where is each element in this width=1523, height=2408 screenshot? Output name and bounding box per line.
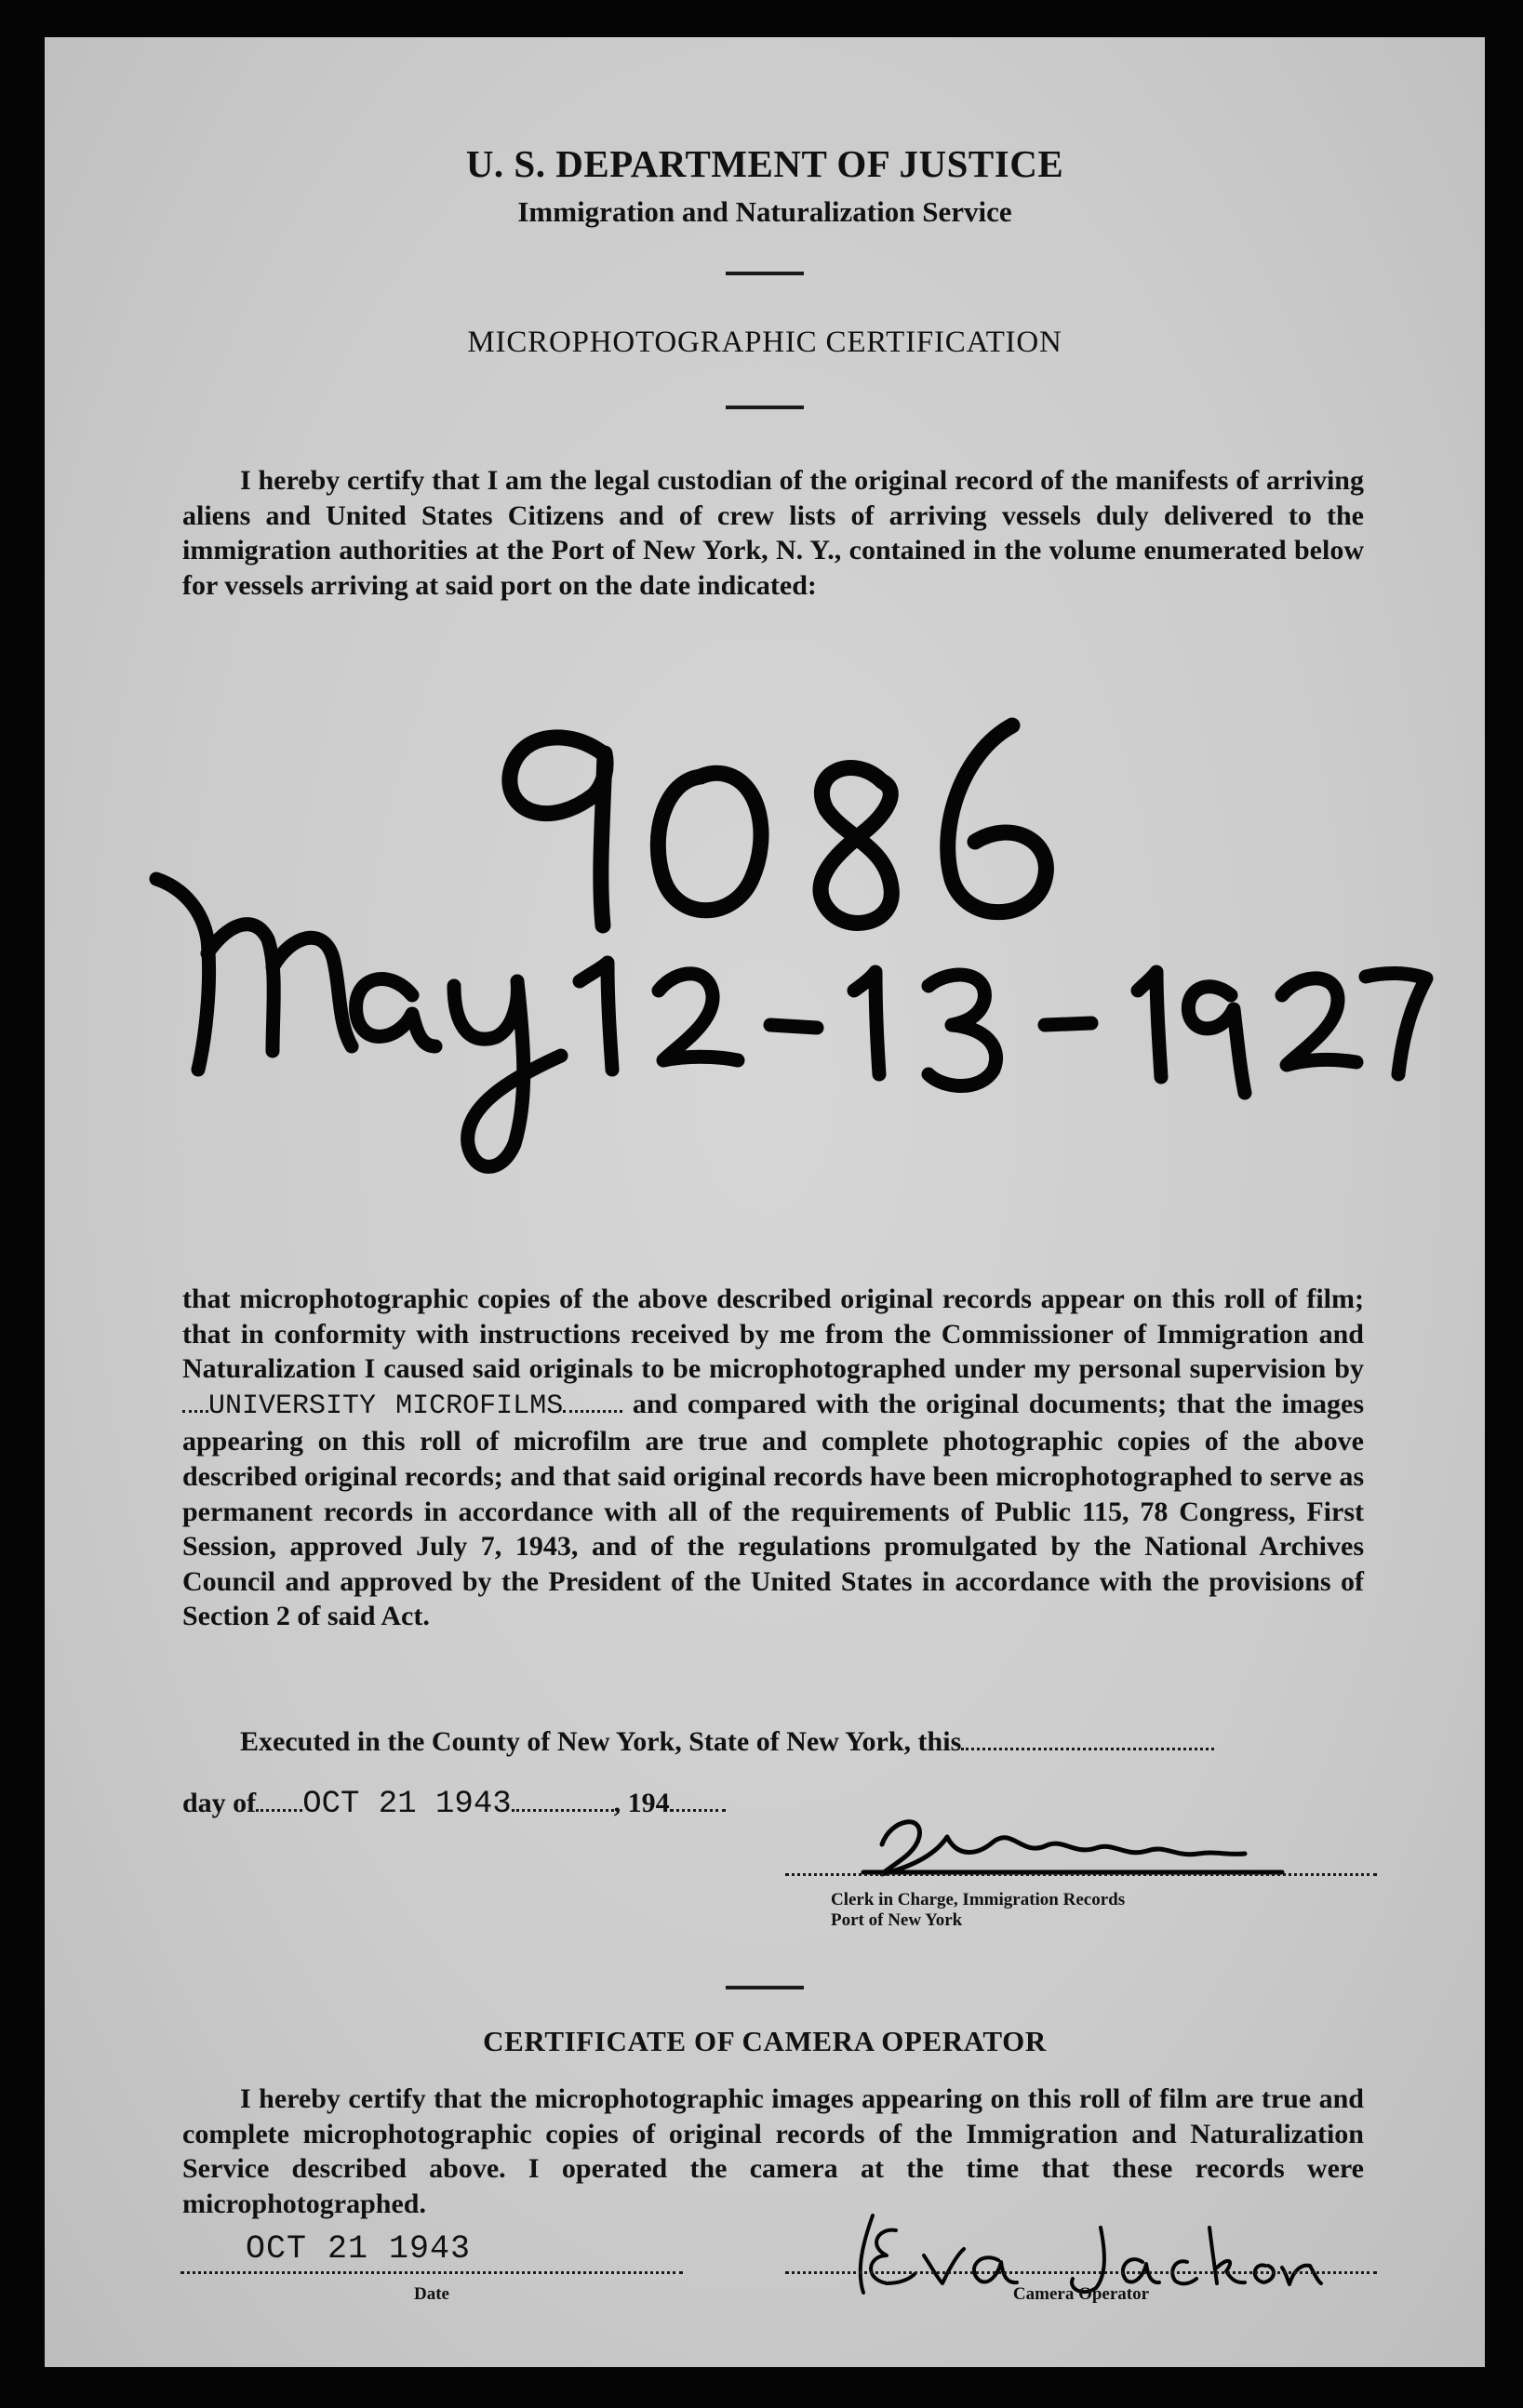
body-text-part1: that microphotographic copies of the above described original records appear on this roll of film; that in conformity with instructions received by me from the Commissioner of Immigration and Naturalization I caused said originals to be microphotographed under my personal supervision by <box>182 1284 1364 1385</box>
clerk-title: Clerk in Charge, Immigration Records Port of New York <box>831 1890 1126 1930</box>
date-line <box>180 2271 683 2274</box>
body-text-part2: and compared with the original documents; that the images appearing on this roll of microfilm are true and complete photographic copies of the above described original records; and that said original records have been microphotographed to serve as permanent records in accordance with all of the requirements of Public 115, 78 Congress, First Session, approved July 7, 1943, and of the regulations promulgated by the National Archives Council and approved by the President of the United States in accordance with the provisions of Section 2 of said Act. <box>182 1388 1365 1632</box>
date-label: Date <box>414 2284 449 2304</box>
divider-rule <box>726 272 804 275</box>
intro-paragraph <box>182 463 1364 686</box>
operator-label: Camera Operator <box>1012 2284 1150 2304</box>
executed-text: Executed in the County of New York, State of New York, this <box>240 1726 962 1757</box>
clerk-date-stamp: OCT 21 1943 <box>302 1787 512 1822</box>
camera-operator-heading: CERTIFICATE OF CAMERA OPERATOR <box>483 2025 1047 2057</box>
handwritten-volume-dates <box>45 688 1485 1209</box>
day-of-label: day of <box>182 1788 257 1818</box>
intro-text: I hereby certify that I am the legal custodian of the original record of the manifests of arriving aliens and United States Citizens and of crew lists of arriving vessels duly delivered to the immigration authorities at the Port of New York, N. Y., contained in the volume enumerated below for vessels arriving at said port on the date indicated: <box>182 465 1364 601</box>
divider-rule <box>726 1986 804 1989</box>
divider-rule <box>726 406 804 409</box>
year-prefix: , 194 <box>613 1788 670 1818</box>
certification-heading: MICROPHOTOGRAPHIC CERTIFICATION <box>467 326 1062 359</box>
clerk-signature-line <box>785 1873 1377 1876</box>
camera-operator-text: I hereby certify that the microphotographic images appearing on this roll of film are true and complete microphotographic copies of original records of the Immigration and Naturalization Service described above. I operated the camera at the time that these records were microphotographed. <box>182 2083 1364 2219</box>
body-paragraph <box>182 1282 1364 1691</box>
photographer-stamp: UNIVERSITY MICROFILMS <box>208 1390 564 1422</box>
operator-date-stamp: OCT 21 1943 <box>246 2230 472 2268</box>
service-subtitle: Immigration and Naturalization Service <box>517 195 1012 228</box>
certificate-page <box>45 37 1485 2367</box>
department-title: U. S. DEPARTMENT OF JUSTICE <box>465 142 1064 185</box>
camera-operator-paragraph <box>182 2082 1364 2221</box>
clerk-signature <box>835 1800 1394 1893</box>
executed-line <box>182 1724 1364 1760</box>
operator-signature-line <box>785 2271 1377 2274</box>
